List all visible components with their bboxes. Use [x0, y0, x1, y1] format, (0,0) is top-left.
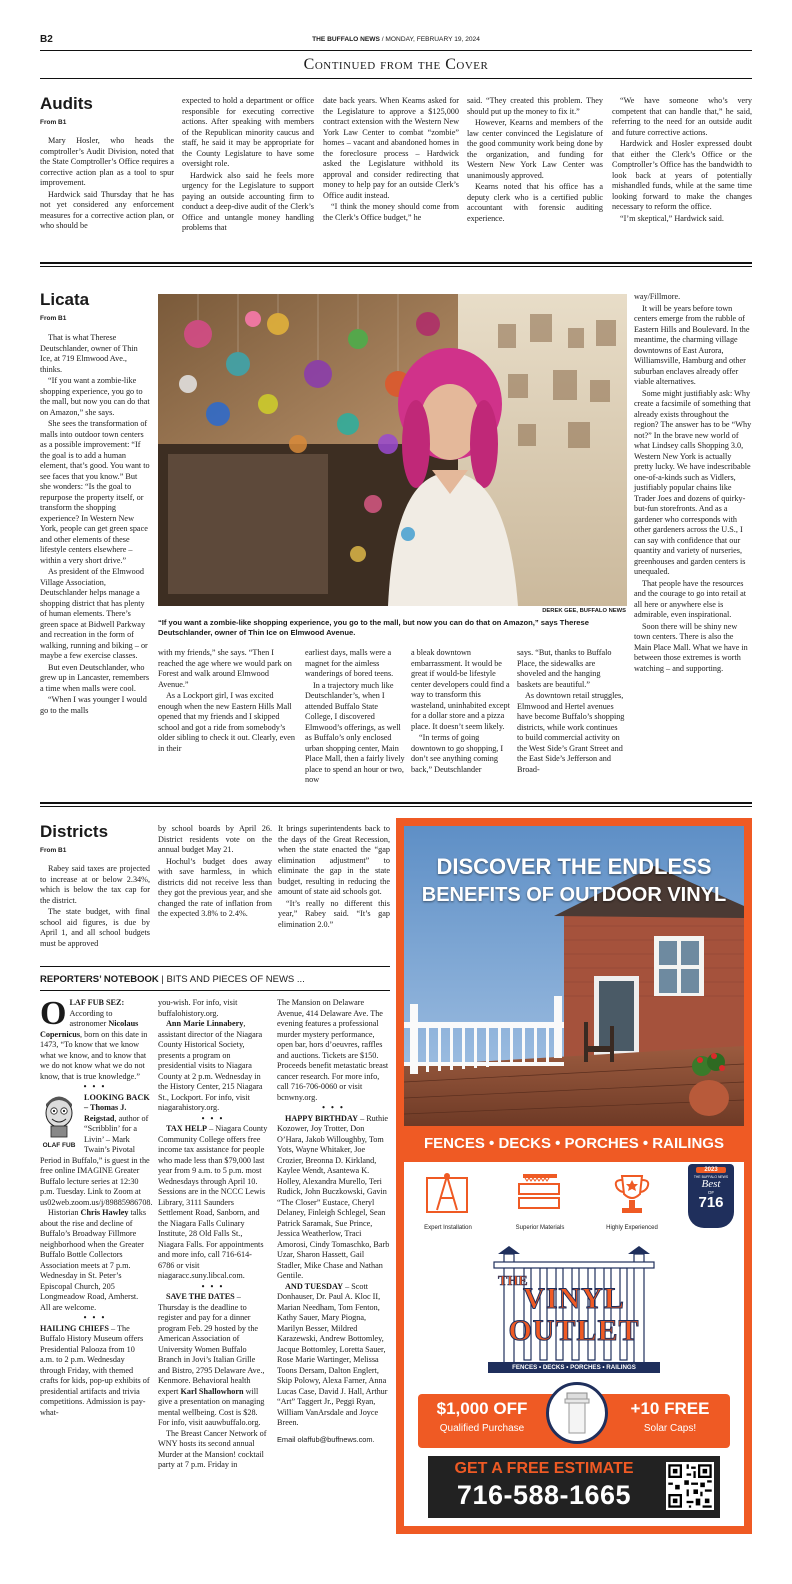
looking-back-body: , author of “Scribblin’ for a Livin’ – Mark Twain’s Pivotal Period in Buffalo,” is guest in the free online IMAGINE Greater Buffalo lecture series at 12:30 p.m. Tuesday. Link to Zoom at us02web.zoom.us/j/89885986708.	[40, 1113, 153, 1207]
licata-col-2	[158, 648, 298, 755]
audits-para: “I think the money should come from the Clerk’s Office budget,” he	[323, 202, 459, 222]
licata-from: From B1	[40, 315, 67, 322]
section-banner: Continued from the Cover	[303, 56, 489, 73]
ad-inner	[404, 826, 744, 1526]
licata-para: As downtown retail struggles, Elmwood and Hertel avenues have become Buffalo’s shopping districts, while work continues to build commercial activity on the West Side’s Grant Street and the East Side’s Jefferson and Broad-	[517, 691, 625, 774]
page-number: B2	[40, 34, 53, 45]
feature-label: Expert Installation	[424, 1225, 472, 1231]
tax-help-head: TAX HELP	[166, 1124, 208, 1133]
feature-expert	[418, 1170, 478, 1231]
ad-product-band: FENCES • DECKS • PORCHES • RAILINGS	[404, 1126, 744, 1162]
licata-col-5	[517, 648, 625, 776]
linnabery-name: Ann Marie Linnabery	[166, 1019, 244, 1028]
qr-code[interactable]	[666, 1462, 714, 1510]
historian-name: Chris Hawley	[80, 1208, 129, 1217]
section-divider-thin	[40, 806, 752, 807]
districts-col-2	[158, 824, 272, 921]
logo-subline: FENCES • DECKS • PORCHES • RAILINGS	[488, 1362, 660, 1373]
licata-para: As a Lockport girl, I was excited enough when the new Eastern Hills Mall opened that my friends and I skipped school and got a ride from somebody’s older sibling to check it out. Clearly, even in their	[158, 691, 296, 753]
badge-best: Best	[701, 1178, 721, 1190]
photo-credit: DEREK GEE, BUFFALO NEWS	[542, 608, 626, 614]
save-dates-item	[158, 1292, 268, 1429]
districts-para: by school boards by April 26. District residents vote on the annual budget May 21.	[158, 824, 272, 854]
licata-col-3	[305, 648, 405, 787]
folio-line	[0, 36, 792, 43]
historian-text: talks about the rise and decline of Buffalo’s Broadway Fillmore neighborhood when the Greater Buffalo Bottle Collectors Association meets at 7 p.m. Wednesday in St. Peter’s Episcopal Church, 205 Longmeadow Road, Amherst. All are welcome.	[40, 1208, 147, 1312]
licata-para: In a trajectory much like Deutschlander’s, when I attended Buffalo State College, I discovered Elmwood’s offerings, as well as Buffalo’s only enclosed urban shopping center, Main Place Mall, then a fairly lively place to spend an hour or two, now	[305, 680, 405, 784]
section-divider	[40, 802, 752, 804]
tuesday-head: AND TUESDAY	[285, 1281, 344, 1291]
olaf-fub-sez: LAF FUB SEZ:	[69, 998, 125, 1007]
districts-para: The state budget, with final school aid figures, is due by April 1, and all school budgets must be approved	[40, 907, 150, 948]
logo-the: THE	[498, 1274, 528, 1289]
audits-para: “We have someone who’s very competent that can handle that,” he said, referring to the need for an outside audit and future corrective actions.	[612, 96, 752, 137]
licata-headline: Licata	[40, 290, 90, 309]
mascot-label: OLAF FUB	[42, 1142, 76, 1149]
hailing-item	[40, 1324, 150, 1419]
audits-col-2	[182, 96, 314, 235]
licata-para: “If you want a zombie-like shopping experience, you go to the mall, but now you can do that on Amazon,” she says.	[40, 376, 150, 417]
masthead: THE BUFFALO NEWS	[312, 36, 380, 43]
licata-para: She sees the transformation of malls into outdoor town centers as a possible improvement: “If the goal is to add a human element, that’s good. You want to see faces that you know.” But she wonders: “Is the goal to repurpose the property itself, or transform the shopping experience? In Western New York, people can get green space and other elements of these lifestyle centers elsewhere – within a very short drive.”	[40, 419, 150, 565]
save-dates-body: – Thursday is the deadline to register and pay for a dinner program Feb. 29 hosted by the American Association of University Women Buffalo Branch in Jovi’s Italian Grille and Bistro, 2795 Delaware Ave., Kenmore. Behavioral health expert	[158, 1292, 265, 1396]
offer-1-small: Qualified Purchase	[439, 1423, 525, 1434]
licata-col-1	[40, 333, 150, 717]
audits-para: Mary Hosler, who heads the comptroller’s Audit Division, noted that the State Comptroller’s Office requires a corrective action plan as a tool to spur improvement.	[40, 136, 174, 187]
notebook-email: Email olaffub@buffnews.com.	[277, 1434, 375, 1444]
licata-para: says. “But, thanks to Buffalo Place, the sidewalks are shoveled and the hanging baskets are beautiful.”	[517, 648, 612, 689]
licata-para: That people have the resources and the courage to go into retail at all here or anywhere else is admirable, even inspirational.	[634, 578, 747, 619]
offer-2-big: +10 FREE	[630, 1399, 710, 1418]
notebook-col-2	[158, 998, 268, 1471]
licata-para: “When I was younger I would go to the malls	[40, 695, 147, 715]
hailing-head: HAILING CHIEFS	[40, 1323, 109, 1333]
col2-continuation: you-wish. For info, visit buffalohistory.org.	[158, 998, 238, 1018]
cta-text: GET A FREE ESTIMATE	[454, 1460, 634, 1477]
audits-para: expected to hold a department or office responsible for executing corrective actions. After speaking with members of the Republican minority caucus and staff, he said it may be appropriate for the County Legislature to have some oversight role.	[182, 96, 314, 168]
licata-para: earliest days, malls were a magnet for the aimless wanderings of bored teens.	[305, 648, 394, 678]
badge-small: THE BUFFALO NEWS	[693, 1175, 729, 1179]
licata-para: with my friends,” she says. “Then I reached the age where we would park on Forest and walk around Elmwood Avenue.”	[158, 648, 292, 689]
districts-col-1	[40, 864, 150, 950]
section-divider-thin	[40, 266, 752, 267]
looking-back-head: LOOKING BACK – Thomas J. Reigstad	[84, 1092, 150, 1123]
audits-para: However, Kearns and members of the law center convinced the Legislature of the good community work being done by the organization, and funding for Western New York Law Center was unanimously approved.	[467, 118, 603, 180]
audits-col-3	[323, 96, 459, 224]
audits-para: Hardwick said Thursday that he has not yet considered any enforcement measures for a corrective action plan, or who should be	[40, 189, 174, 230]
best-of-716-badge	[688, 1164, 734, 1228]
section-divider	[40, 262, 752, 264]
audits-from: From B1	[40, 119, 67, 126]
notebook-col-1	[40, 995, 153, 1418]
phone-number[interactable]: 716-588-1665	[456, 1480, 632, 1510]
tax-help-item	[158, 1124, 268, 1282]
audits-para: Hardwick and Hosler expressed doubt that either the Clerk’s Office or the Comptroller’s Office has the bandwidth to look back at years of potentially mishandled funds, while at the same time looking forward to make the changes necessary to reform the office.	[612, 139, 752, 211]
licata-para: Some might justifiably ask: Why create a facsimile of something that already exists throughout the region? The answer has to be “Why not?” In the brave new world of what Lindsey calls Shopping 3.0, Western New York is actually pretty lucky. We have indescribable one-of-a-kinds such as Vidlers, justifiably popular chains like Trader Joes and dozens of quirky-but-fun storefronts. And as a gardener who corresponds with other gardeners across the U.S., I can say with confidence that our quantity and variety of nurseries, greenhouses and garden centers is unequaled.	[634, 388, 752, 576]
districts-para: Rabey said taxes are projected to increase at or below 2.34%, which is below the tax cap for the district.	[40, 864, 150, 905]
solar-cap-circle	[546, 1382, 608, 1444]
audits-para: Hardwick also said he feels more urgency for the Legislature to support paying an outside accounting firm to conduct a deep-dive audit of the Clerk’s Office and untangle money handling problems that	[182, 170, 314, 232]
notebook-subtitle: | BITS AND PIECES OF NEWS ...	[161, 974, 305, 985]
districts-headline: Districts	[40, 822, 109, 841]
licata-para: But even Deutschlander, who grew up in Lancaster, remembers a time when malls were cool.	[40, 662, 150, 693]
audits-col-5	[612, 96, 752, 225]
licata-para: Soon there will be shiny new town centers. There is also the Main Place Mall. What we have in between those extremes is worth watching – and supporting.	[634, 621, 748, 673]
estimate-box	[428, 1456, 720, 1518]
ad-headline-1: DISCOVER THE ENDLESS	[436, 854, 712, 879]
feature-label: Highly Experienced	[606, 1225, 658, 1231]
notebook-title-bar	[40, 974, 305, 985]
historian-text: Historian	[48, 1208, 81, 1217]
notebook-intro	[40, 995, 150, 1082]
olaf-fub-mascot-icon	[41, 1095, 77, 1139]
trophy-icon	[607, 1170, 657, 1220]
notebook-title-rule	[40, 990, 390, 991]
notebook-title: REPORTERS’ NOTEBOOK	[40, 974, 159, 985]
feature-materials	[508, 1170, 572, 1231]
logo-vinyl: VINYL	[523, 1282, 625, 1315]
districts-col-3	[278, 824, 390, 931]
intro-text: , born on this date in 1473, “To know that we know what we know, and to know that we do not know what we do not know, that is true knowledge.”	[40, 1029, 148, 1081]
districts-para: “It’s really no different this year,” Rabey said. “It’s gap elimination 2.0.”	[278, 898, 390, 929]
licata-para: That is what Therese Deutschlander, owner of Thin Ice, at 719 Elmwood Ave., thinks.	[40, 333, 138, 374]
licata-para: a bleak downtown embarrassment. It would be great if would-be lifestyle center developers could find a way to transform this wasteland, uninhabited except for a dollar store and a pizza place. It doesn’t seem likely.	[411, 648, 510, 731]
intro-text: According to astronomer	[69, 1008, 113, 1028]
looking-back	[40, 1092, 153, 1209]
feature-label: Superior Materials	[515, 1225, 565, 1231]
birthday-item	[277, 1114, 390, 1282]
vinyl-outlet-ad	[396, 818, 752, 1534]
audits-headline: Audits	[40, 94, 93, 113]
separator: • • •	[201, 1281, 225, 1291]
audits-para: Kearns noted that his office has a deputy clerk who is a certified public accountant with forensic auditing experience.	[467, 182, 603, 223]
offer-2-small: Solar Caps!	[643, 1423, 697, 1434]
badge-of: OF	[707, 1190, 715, 1195]
audits-para: “I’m skeptical,” Hardwick said.	[620, 213, 724, 223]
qr-code-icon	[666, 1462, 714, 1510]
separator: • • •	[83, 1313, 107, 1322]
districts-from: From B1	[40, 847, 67, 854]
badge-num: 716	[698, 1194, 724, 1211]
linnabery-body: , assistant director of the Niagara County Historical Society, presents a program on presidential visits to Niagara County at 2 p.m. Wednesday in the History Center, 215 Niagara St., Lockport. For info, visit niagarahistory.org.	[158, 1019, 263, 1112]
shop-owner-photo	[158, 294, 627, 606]
licata-col-6	[634, 292, 752, 675]
separator: • • •	[83, 1082, 107, 1091]
compass-blueprint-icon	[423, 1170, 473, 1220]
licata-para: As president of the Elmwood Village Association, Deutschlander helps manage a shopping district that has plenty of human elements. There’s green space at Bidwell Parkway and recreation in the form of walking, running and biking – or maybe a few exercise classes.	[40, 567, 148, 660]
mascot	[40, 1095, 78, 1151]
solar-cap-icon	[549, 1385, 605, 1441]
col3-continuation: The Mansion on Delaware Avenue, 414 Delaware Ave. The evening features a professional murder mystery performance, open bar, hors d’oeuvres, raffles and auctions. Tickets are $150. Proceeds benefit metastatic breast cancer research. For more info, call 716-706-0060 or visit bcnwny.org.	[277, 998, 389, 1102]
vinyl-outlet-logo	[484, 1244, 664, 1380]
page-date: / MONDAY, FEBRUARY 19, 2024	[381, 36, 480, 43]
offer-1-big: $1,000 OFF	[436, 1399, 528, 1418]
notebook-top-rule	[40, 966, 390, 967]
audits-col-1	[40, 136, 174, 233]
audits-col-4	[467, 96, 603, 225]
logo-outlet: OUTLET	[508, 1314, 640, 1347]
audits-para: date back years. When Kearns asked for the Legislature to approve a $125,000 contract extension with the Western New York Law Center to combat “zombie” homes – vacant and abandoned homes in the foreclosure process – Hardwick asked the Legislature withhold its approval and consider redirecting that money to help pay for an outside Clerk’s Office audit instead.	[323, 96, 459, 200]
districts-para: It brings superintendents back to the days of the Great Recession, when the state enacted the “gap elimination adjustment” to eliminate the gap in the state budget, resulting in reducing the amount of state aid schools got.	[278, 824, 390, 896]
notebook-col-3	[277, 998, 390, 1445]
districts-para: Hochul’s budget does away with save harmless, in which districts did not receive less than they got the previous year, and she changed the rate of inflation from the expected 3.8% to 2.4%.	[158, 856, 272, 918]
linnabery-item	[158, 1019, 268, 1114]
save-dates-head: SAVE THE DATES	[166, 1292, 235, 1301]
tuesday-body: – Scott Donhauser, Dr. Paul A. Kloc II, Marian Needham, Tom Fenton, Kathy Sauer, Mary Piogna, Marilyn Besser, Mildred Karazewski, Andrew Bottomley, Jacque Bottomley, Loretta Sauer, Rose Marie Wartinger, Melissa Toons Dersam, Dalton Englert, Skip Polowy, Alexa Farner, Anna Lucas Case, David J. Hall, Arthur “Art” Taggert Jr., Peggi Ryan, William VanArsdale and Joyce Breen.	[277, 1281, 388, 1427]
historian-item	[40, 1208, 150, 1313]
hailing-body: – The Buffalo History Museum offers Presidential Palooza from 10 a.m. to 2 p.m. Wednesday through Friday, with themed crafts for kids, pop-up exhibits of presidential artifacts and trivia competitions. Admission is pay-what-	[40, 1323, 150, 1417]
tax-help-body: – Niagara County Community College offers free income tax assistance for people who made less than $79,000 last year from 9 a.m. to 5 p.m. most Wednesdays through April 10. Sessions are in the NCCC Lewis Library, 3111 Saunders Settlement Road, Sanborn, and the Niagara Falls Culinary Institute, 28 Old Falls St., Niagara Falls. For appointments and more info, call 716-614-6786 or visit niagaracc.suny.libcal.com.	[158, 1124, 268, 1280]
feature-experienced	[600, 1170, 664, 1231]
licata-col-4	[411, 648, 511, 776]
birthday-body: – Ruthie Kozower, Joy Trotter, Don O’Hara, Jakob Willoughby, Tom Yots, Wayne Whitaker, Joe Crozier, Breonna D. Kirkland, Kaylee Wendt, Asantewa K. Holley, Alexandra Murello, Teri Rudick, John Buczkowski, Gavin “The Closer” Eustace, Cheryl Delaney, Finleigh Schlegel, Sean Patrick Saramak, Sue Prince, Jessica Weatherlow, Traci Amorosi, Cindy Tomaschko, Barb Uzar, Sharon Hassett, Gail Stadler, Mike Chase and Nathan Gentile.	[277, 1113, 390, 1280]
separator: • • •	[322, 1103, 345, 1112]
breast-cancer-item: The Breast Cancer Network of WNY hosts its second annual Murder at the Mansion! cocktail party at 7 p.m. Friday in	[158, 1428, 267, 1469]
header-rule	[40, 50, 752, 51]
ad-headline-2: BENEFITS OF OUTDOOR VINYL	[421, 884, 727, 906]
saw-lumber-icon	[515, 1170, 565, 1220]
licata-para: It will be years before town centers emerge from the rubble of Eastern Hills and Boulevard. In the meantime, the charming village downtowns of East Aurora, Williamsville, Hamburg and other suburban enclaves already offer viable alternatives.	[634, 303, 750, 386]
banner-rule	[40, 78, 752, 79]
licata-photo	[158, 294, 627, 606]
licata-para: way/Fillmore.	[634, 292, 681, 301]
audits-para: said. “They created this problem. They should put up the money to fix it.”	[467, 96, 603, 116]
save-dates-body: will give a presentation on managing mental wellbeing. Cost is $28. For info, visit aauwbuffalo.org.	[158, 1386, 265, 1427]
tuesday-item	[277, 1282, 390, 1429]
save-dates-name: Karl Shallowhorn	[180, 1386, 244, 1396]
drop-cap: O	[40, 995, 67, 1032]
badge-year: 2023	[696, 1167, 726, 1173]
birthday-head: HAPPY BIRTHDAY	[285, 1113, 359, 1123]
intro-name: Nicolaus Copernicus	[40, 1019, 139, 1039]
licata-para: “In terms of going downtown to go shopping, I don’t see anything coming back,” Deutschlander	[411, 733, 504, 774]
photo-caption: “If you want a zombie-like shopping experience, you go to the mall, but now you can do that on Amazon,” says Therese Deutschlander, owner of Thin Ice on Elmwood Avenue.	[158, 618, 589, 637]
separator: • • •	[201, 1113, 225, 1123]
